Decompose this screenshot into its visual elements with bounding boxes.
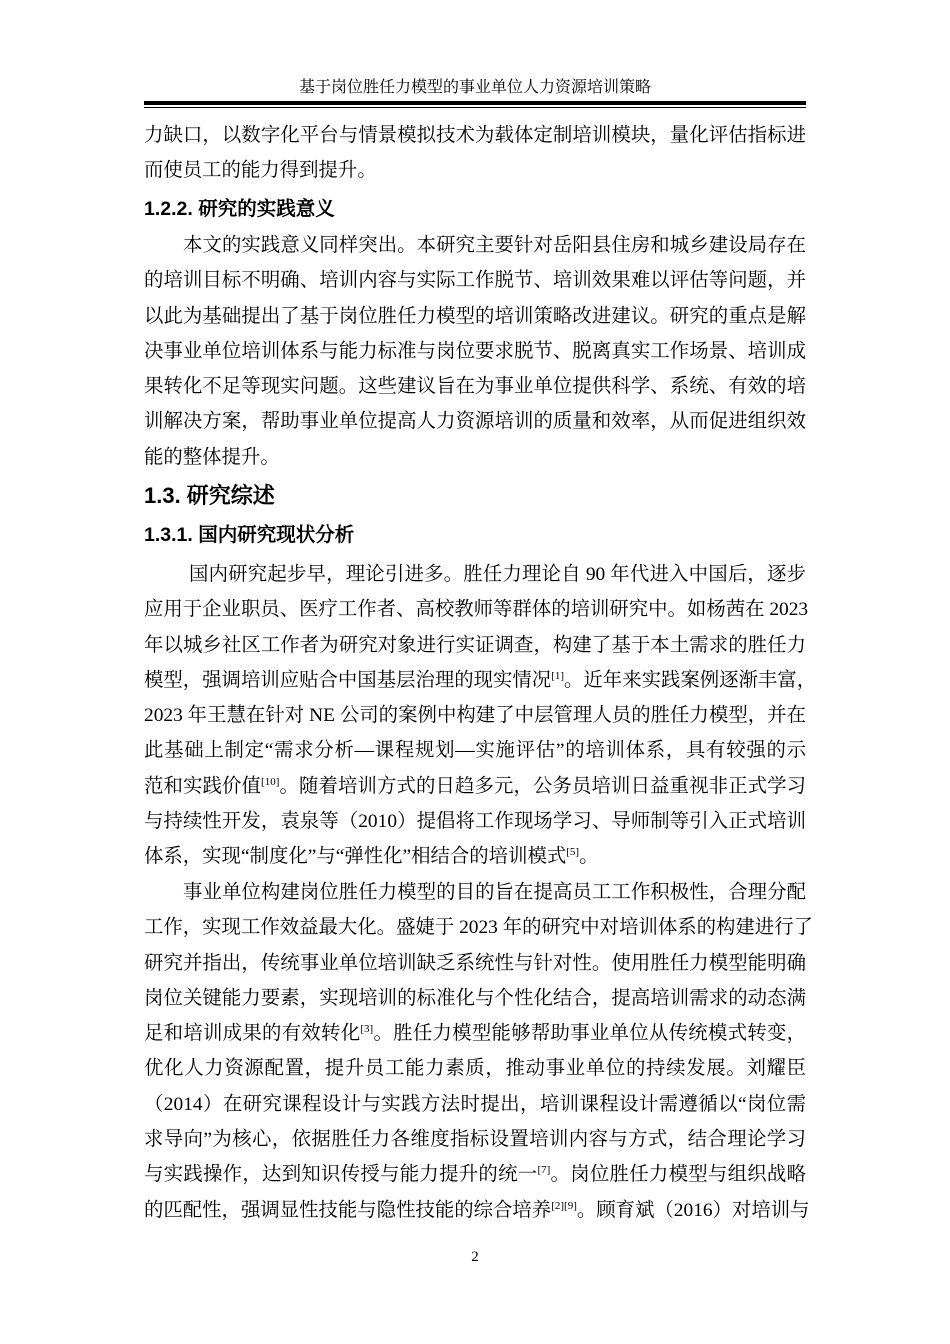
citation-reference: [5] [566,846,580,859]
text-segment: 工作，实现工作效益最大化。盛婕于 2023 年的研究中对培训体系的构建进行了 [144,917,813,939]
text-line [144,804,806,839]
text-line [144,733,806,768]
citation-reference: [7] [537,1164,551,1177]
text-line [144,698,806,733]
citation-reference: [1] [551,669,565,682]
text-segment: 本文的实践意义同样突出。本研究主要针对岳阳县住房和城乡建设局存在 [183,235,806,256]
text-line [144,404,806,439]
text-segment: 体系，实现“制度化”与“弹性化”相结合的培训模式 [144,846,567,868]
text-line [144,628,806,663]
text-line [144,1016,806,1051]
text-line [144,369,806,404]
paragraph-competency-model [144,875,813,1228]
text-segment: 足和培训成果的有效转化 [144,1023,361,1045]
header-rule-thin [144,107,806,108]
text-line [144,946,806,981]
header-rule-thick [144,101,806,105]
text-segment: 模型，强调培训应贴合中国基层治理的现实情况 [144,669,552,691]
heading-1-3: 1.3. 研究综述 [144,483,275,508]
text-segment: 的培训目标不明确、培训内容与实际工作脱节、培训效果难以评估等问题，并 [144,270,806,292]
text-segment: 果转化不足等现实问题。这些建议旨在为事业单位提供科学、系统、有效的培 [144,376,806,398]
text-segment: 此基础上制定“需求分析—课程规划—实施评估”的培训体系，具有较强的示 [144,740,806,762]
text-segment: 优化人力资源配置，提升员工能力素质，推动事业单位的持续发展。刘耀臣 [144,1058,806,1080]
text-line [144,153,806,188]
running-header: 基于岗位胜任力模型的事业单位人力资源培训策略 [298,79,651,96]
text-segment: 力缺口，以数字化平台与情景模拟技术为载体定制培训模块，量化评估指标进 [144,125,806,146]
text-segment: 。近年来实践案例逐渐丰富， [564,669,817,691]
text-line [144,1087,806,1122]
text-segment: 2023 年王慧在针对 NE 公司的案例中构建了中层管理人员的胜任力模型，并在 [144,705,806,727]
text-segment: （2014）在研究课程设计与实践方法时提出，培训课程设计需遵循以“岗位需 [144,1093,806,1115]
text-segment: 岗位关键能力要素，实现培训的标准化与个性化结合，提高培训需求的动态满 [144,987,806,1009]
text-segment: 。岗位胜任力模型与组织战略 [550,1164,806,1186]
text-segment: 与实践操作，达到知识传授与能力提升的统一 [144,1164,538,1186]
text-line [144,592,809,627]
text-line [144,299,806,334]
text-line [144,263,806,298]
paragraph-domestic-research [144,557,817,875]
text-line [144,228,806,263]
citation-reference: [2][9] [551,1199,577,1212]
text-segment: 求导向”为核心，依据胜任力各维度指标设置培训内容与方式，结合理论学习 [144,1129,806,1151]
text-segment: 范和实践价值 [144,775,262,797]
citation-reference: [10] [261,775,280,788]
text-segment: 能的整体提升。 [144,446,280,468]
text-segment: 与持续性开发，袁泉等（2010）提倡将工作现场学习、导师制等引入正式培训 [144,811,806,833]
text-line [144,981,806,1016]
text-segment: 国内研究起步早，理论引进多。胜任力理论自 90 年代进入中国后，逐步 [189,564,806,585]
text-line [144,1122,806,1157]
heading-1-3-1: 1.3.1. 国内研究现状分析 [144,524,355,546]
page-number: 2 [471,1249,479,1265]
text-segment: 而使员工的能力得到提升。 [144,160,377,182]
paragraph-practical-significance [144,228,806,475]
text-segment: 。 [579,846,599,868]
text-line [144,1157,806,1192]
text-line [144,1051,806,1086]
text-segment: 。顾育斌（2016）对培训与 [576,1199,810,1221]
text-segment: 。随着培训方式的日趋多元，公务员培训日益重视非正式学习 [279,775,806,797]
text-line [144,557,806,592]
text-segment: 研究并指出，传统事业单位培训缺乏系统性与针对性。使用胜任力模型能明确 [144,952,806,974]
text-line [144,118,806,153]
text-segment: 决事业单位培训体系与能力标准与岗位要求脱节、脱离真实工作场景、培训成 [144,340,806,362]
text-line [144,334,806,369]
text-line [144,769,806,804]
text-segment: 。胜任力模型能够帮助事业单位从传统模式转变， [373,1023,806,1045]
paragraph-intro-continuation [144,118,806,189]
text-segment: 训解决方案，帮助事业单位提高人力资源培训的质量和效率，从而促进组织效 [144,411,806,433]
text-line [144,663,817,698]
text-segment: 的匹配性，强调显性技能与隐性技能的综合培养 [144,1199,552,1221]
text-line [144,875,806,910]
heading-1-2-2: 1.2.2. 研究的实践意义 [144,198,335,220]
text-segment: 以此为基础提出了基于岗位胜任力模型的培训策略改进建议。研究的重点是解 [144,305,806,327]
citation-reference: [3] [360,1023,374,1036]
text-segment: 事业单位构建岗位胜任力模型的目的旨在提高员工工作积极性，合理分配 [183,882,806,903]
text-line [144,839,806,874]
text-segment: 年以城乡社区工作者为研究对象进行实证调查，构建了基于本土需求的胜任力 [144,634,806,656]
text-line [144,1193,810,1228]
text-segment: 应用于企业职员、医疗工作者、高校教师等群体的培训研究中。如杨茜在 2023 [144,599,809,621]
text-line [144,440,806,475]
text-line [144,910,813,945]
